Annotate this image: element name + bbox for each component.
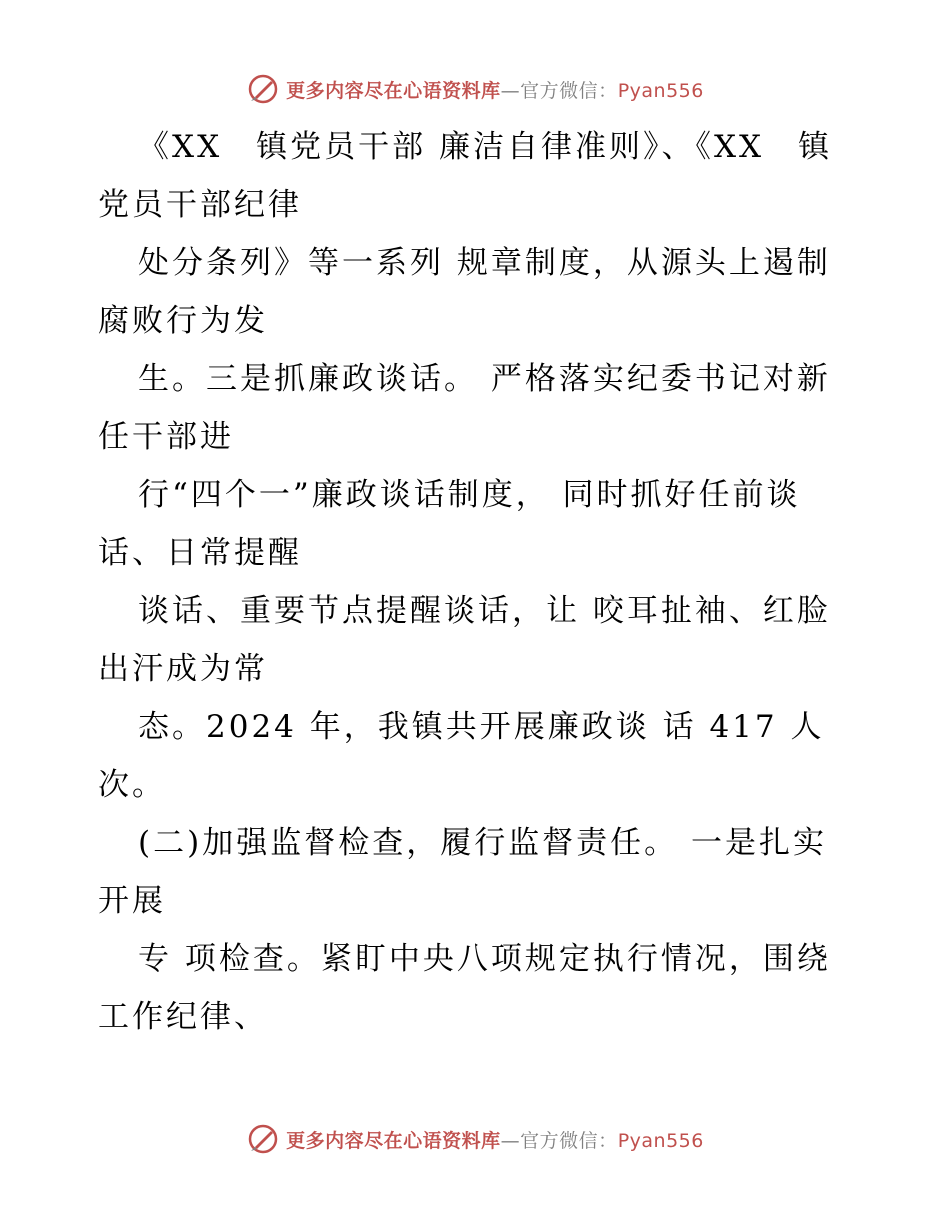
footer-watermark-banner xyxy=(0,1121,950,1157)
paragraph-line: (二)加强监督检查，履行监督责任。 一是扎实 xyxy=(138,825,828,861)
banner-text-wechat-id: Pyan556 xyxy=(617,79,704,102)
banner-text-wechat-label: —官方微信： xyxy=(500,79,618,102)
paragraph-line: 出汗成为常 xyxy=(98,651,268,687)
paragraph xyxy=(98,582,838,698)
paragraph-line: 态。2024 年，我镇共开展廉政谈 话 417 人 xyxy=(138,709,825,745)
paragraph xyxy=(98,234,838,350)
banner-text-main: 更多内容尽在心语资料库 xyxy=(286,79,501,102)
pen-logo-icon xyxy=(246,1122,280,1156)
paragraph-line: 谈话、重要节点提醒谈话，让 咬耳扯袖、红脸 xyxy=(138,593,831,629)
paragraph-line: 生。三是抓廉政谈话。 严格落实纪委书记对新 xyxy=(138,361,831,397)
banner-text-main: 更多内容尽在心语资料库 xyxy=(286,1129,501,1152)
paragraph-line: 开展 xyxy=(98,883,166,919)
paragraph xyxy=(98,350,838,466)
banner-text-wechat-label: —官方微信： xyxy=(500,1129,618,1152)
paragraph-line: 处分条列》等一系列 规章制度，从源头上遏制 xyxy=(138,245,831,281)
banner-text xyxy=(286,1126,704,1153)
paragraph xyxy=(98,930,838,1046)
paragraph-line: 行“四个一”廉政谈话制度， 同时抓好任前谈 xyxy=(138,477,801,513)
paragraph-line: 腐败行为发 xyxy=(98,303,268,339)
paragraph-line: 次。 xyxy=(98,767,166,803)
paragraph-line: 《XX 镇党员干部 廉洁自律准则》、《XX 镇 xyxy=(138,129,833,165)
header-watermark-banner xyxy=(0,71,950,107)
paragraph xyxy=(98,698,838,814)
pen-logo-icon xyxy=(246,72,280,106)
paragraph-line: 话、日常提醒 xyxy=(98,535,302,571)
paragraph-line: 工作纪律、 xyxy=(98,999,268,1035)
paragraph-line: 任干部进 xyxy=(98,419,234,455)
paragraph-line: 党员干部纪律 xyxy=(98,187,302,223)
paragraph xyxy=(98,466,838,582)
paragraph xyxy=(98,814,838,930)
paragraph-line: 专 项检查。紧盯中央八项规定执行情况，围绕 xyxy=(138,941,831,977)
banner-text-wechat-id: Pyan556 xyxy=(617,1129,704,1152)
banner-text xyxy=(286,76,704,103)
document-body xyxy=(98,118,838,1046)
paragraph xyxy=(98,118,838,234)
